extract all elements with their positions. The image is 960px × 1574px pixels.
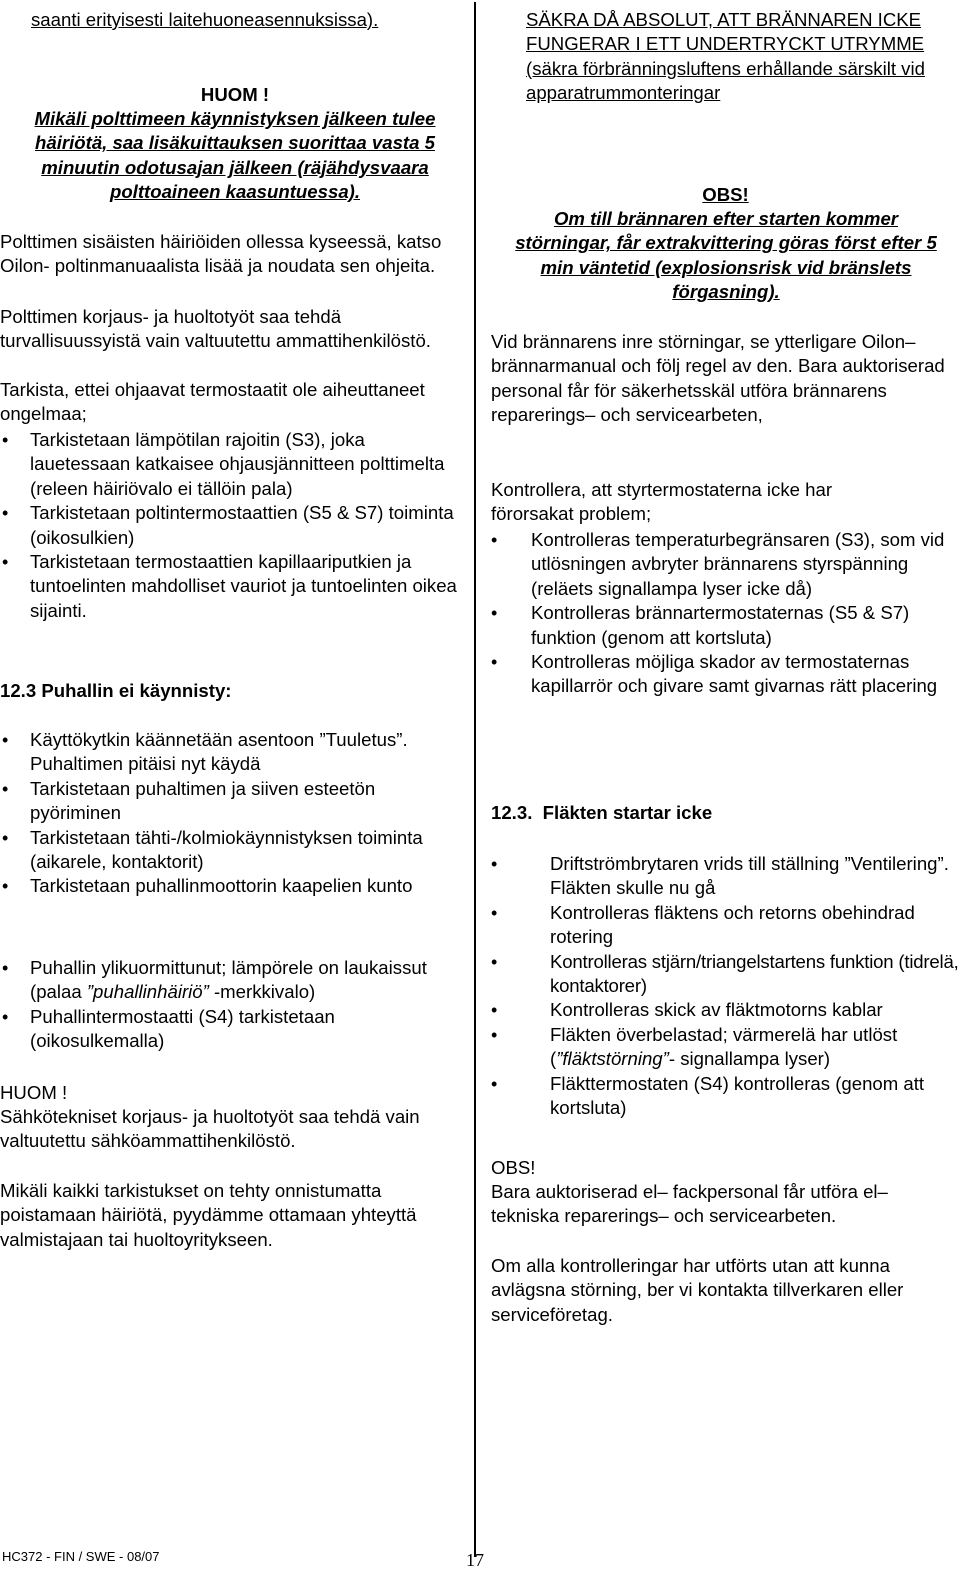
thermostat-check-intro: Kontrollera, att styrtermostaterna icke har förorsakat problem; xyxy=(491,479,833,525)
electrical-work-note: Bara auktoriserad el– fackpersonal får utföra el– tekniska reparerings– och servicearbeten. xyxy=(491,1181,888,1227)
closing-paragraph: Mikäli kaikki tarkistukset on tehty onnistumatta poistamaan häiriötä, pyydämme ottamaan yhteyttä valmistajaan tai huoltoyritykseen. xyxy=(0,1180,417,1250)
list-item: • Puhallintermostaatti (S4) tarkistetaan (oikosulkemalla) xyxy=(0,1005,468,1054)
section-heading: 12.3. Fläkten startar icke xyxy=(491,802,713,823)
list-item: • Kontrolleras stjärn/triangelstartens funktion (tidrelä, kontaktorer) xyxy=(491,950,960,999)
list-item: • Kontrolleras fläktens och retorns obehindrad rotering xyxy=(491,901,960,950)
list-item: • Kontrolleras brännartermostaternas (S5 & S7) funktion (genom att kortsluta) xyxy=(491,601,951,650)
huom2-title: HUOM ! xyxy=(0,1082,68,1103)
huom-warning: Mikäli polttimeen käynnistyksen jälkeen tulee häiriötä, saa lisäkuittauksen suorittaa vasta 5 minuutin odotusajan jälkeen (räjähdysvaara polttoaineen kaasuntuessa). xyxy=(34,108,436,203)
page-number: 17 xyxy=(466,1550,484,1570)
internal-fault-paragraph: Polttimen sisäisten häiriöiden ollessa kyseessä, katso Oilon- poltinmanuaalista lisää ja noudata sen ohjeita. xyxy=(0,231,442,277)
item-emphasis: ”puhallinhäiriö” xyxy=(86,981,209,1003)
item-text: - signallampa lyser) xyxy=(668,1048,831,1070)
obs-warning: Om till brännaren efter starten kommer störningar, får extrakvittering göras först efter 5 min väntetid (explosionsrisk vid bränslets förgasning). xyxy=(515,208,937,303)
list-item: • Tarkistetaan termostaattien kapillaariputkien ja tuntoelinten mahdolliset vauriot ja tuntoelinten oikea sijainti. xyxy=(0,550,468,623)
internal-fault-paragraph: Vid brännarens inre störningar, se ytterligare Oilon– brännarmanual och följ regel av den. Bara auktoriserad personal får för säkerhetsskäl utföra brännarens reparerings– och servicearbeten, xyxy=(491,331,945,426)
item-text: -merkkivalo) xyxy=(208,981,316,1003)
list-item: • Kontrolleras skick av fläktmotorns kablar xyxy=(491,998,960,1022)
list-item: • Kontrolleras temperaturbegränsaren (S3), som vid utlösningen avbryter brännarens styrspänning (reläets signallampa lyser icke då) xyxy=(491,528,951,601)
list-item xyxy=(0,956,468,1005)
list-item: • Käyttökytkin käännetään asentoon ”Tuuletus”. Puhaltimen pitäisi nyt käydä xyxy=(0,728,468,777)
list-item xyxy=(491,1023,960,1072)
list-item: • Tarkistetaan puhaltimen ja siiven esteetön pyöriminen xyxy=(0,777,468,826)
document-code: HC372 - FIN / SWE - 08/07 xyxy=(2,1549,160,1564)
list-item: • Driftströmbrytaren vrids till ställning ”Ventilering”. Fläkten skulle nu gå xyxy=(491,852,960,901)
fan-check-list xyxy=(491,852,960,1120)
closing-paragraph: Om alla kontrolleringar har utförts utan att kunna avlägsna störning, ber vi kontakta tillverkaren eller serviceföretag. xyxy=(491,1255,904,1325)
obs2-title: OBS! xyxy=(491,1157,536,1178)
column-divider xyxy=(474,2,476,1557)
thermostat-check-list xyxy=(0,428,468,623)
thermostat-check-list xyxy=(491,528,951,699)
intro-line: saanti erityisesti laitehuoneasennuksissa). xyxy=(31,9,379,30)
section-heading: 12.3 Puhallin ei käynnisty: xyxy=(0,680,232,701)
list-item: • Fläkttermostaten (S4) kontrolleras (genom att kortsluta) xyxy=(491,1072,960,1121)
obs-title: OBS! xyxy=(702,184,749,205)
repair-paragraph: Polttimen korjaus- ja huoltotyöt saa tehdä turvallisuussyistä vain valtuutettu ammattihenkilöstö. xyxy=(0,306,431,352)
fan-overload-list xyxy=(0,956,468,1054)
item-text: Fläkten överbelastad; värmerelä har utlöst ( xyxy=(550,1023,898,1070)
warning-paragraph: SÄKRA DÅ ABSOLUT, ATT BRÄNNAREN ICKE FUNGERAR I ETT UNDERTRYCKT UTRYMME (säkra förbränningsluftens erhållande särskilt vid apparatrummonteringar xyxy=(526,9,925,104)
huom-title: HUOM ! xyxy=(200,84,270,105)
electrical-work-note: Sähkötekniset korjaus- ja huoltotyöt saa tehdä vain valtuutettu sähköammattihenkilöstö. xyxy=(0,1106,420,1152)
list-item: • Kontrolleras möjliga skador av termostaternas kapillarrör och givare samt givarnas rätt placering xyxy=(491,650,951,699)
item-emphasis: ”fläktstörning” xyxy=(556,1048,669,1070)
list-item: • Tarkistetaan poltintermostaattien (S5 & S7) toiminta (oikosulkien) xyxy=(0,501,468,550)
item-text: Puhallin ylikuormittunut; lämpörele on laukaissut (palaa xyxy=(30,957,427,1003)
list-item: • Tarkistetaan lämpötilan rajoitin (S3), joka lauetessaan katkaisee ohjausjännitteen polttimelta (releen häiriövalo ei tällöin pala) xyxy=(0,428,468,501)
list-item: • Tarkistetaan puhallinmoottorin kaapelien kunto xyxy=(0,874,468,898)
fan-check-list xyxy=(0,728,468,899)
thermostat-check-intro: Tarkista, ettei ohjaavat termostaatit ole aiheuttaneet ongelmaa; xyxy=(0,379,425,425)
list-item: • Tarkistetaan tähti-/kolmiokäynnistyksen toiminta (aikarele, kontaktorit) xyxy=(0,826,468,875)
